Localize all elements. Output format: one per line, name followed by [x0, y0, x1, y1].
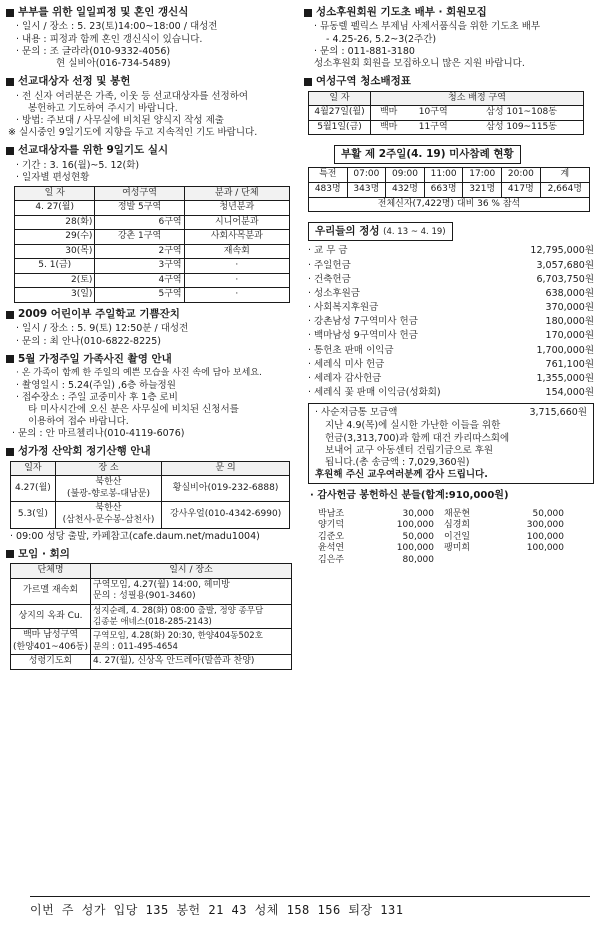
offering-row: · 교 무 금 12,795,000원: [308, 245, 594, 257]
right-column: [304, 6, 594, 572]
info-line: 이용하여 접수 바랍니다.: [28, 416, 129, 428]
info-line: · 내용 : 피정과 함께 혼인 갱신식이 있습니다.: [16, 33, 203, 45]
section-title: · 감사헌금 봉헌하신 분들(합계:910,000원): [310, 490, 509, 502]
table-row: 4.27(월) 북한산 (불광-향로봉-대남문) 황실비아(019-232-6888): [11, 476, 290, 502]
vocation-support-section: [304, 6, 594, 70]
offerings-section: [304, 220, 594, 484]
bullet-square-icon: [6, 355, 14, 363]
table-row: 3(일) 5구역 ·: [15, 288, 290, 303]
info-line: · 기간 : 3. 16(월)~5. 12(화): [16, 159, 140, 171]
offering-row: · 사회복지후원금 370,000원: [308, 302, 594, 314]
table-row: 28(화) 6구역 시니어분과: [15, 215, 290, 230]
offering-row: · 강촌남성 7구역미사 헌금 180,000원: [308, 316, 594, 328]
left-column: [6, 6, 296, 675]
info-line: · 일시 / 장소 : 5. 9(토) 12:50분 / 대성전: [16, 323, 189, 335]
info-line: · 온 가족이 함께 한 주일의 예쁜 모습을 사진 속에 담아 보세요.: [16, 368, 262, 379]
info-line: - 4.25-26, 5.2~3(2주간): [326, 33, 437, 45]
table-row: 5월1일(금) 백마 11구역 삼성 109~115동: [309, 120, 584, 135]
offering-row: · 성소후원금 638,000원: [308, 287, 594, 299]
offering-row: · 세레자 감사헌금 1,355,000원: [308, 372, 594, 384]
hiking-table: 일자 장 소 문 의 4.27(월) 북한산 (불광-향로봉-대남문) 황실비아(019-232-6888) 5.3(일) 북한산 (삼천사-문수봉-삼천사) 강사우얼(010-4342-6990): [10, 461, 290, 529]
offering-row: · 통헌초 판매 이익금 1,700,000원: [308, 344, 594, 356]
section-title: 성소후원회원 기도초 배부 · 회원모집: [316, 6, 487, 18]
bullet-square-icon: [304, 78, 312, 86]
section-title: 5월 가정주일 가족사진 촬영 안내: [18, 352, 172, 365]
novena-section: [6, 144, 296, 303]
thanks-offering-section: [304, 490, 594, 566]
table-row: 30(목) 2구역 재속회: [15, 244, 290, 259]
bullet-square-icon: [6, 78, 14, 86]
info-line: · 문의 : 조 글라라(010-9332-4056): [16, 45, 171, 57]
table-row: 2(토) 4구역 ·: [15, 273, 290, 288]
section-title: 부활 제 2주일(4. 19) 미사참례 현황: [334, 145, 521, 164]
table-row: 백마 남성구역 (한양401~406동) 구역모임, 4.28(화) 20:30, 한양404동502호 문의 : 011-495-4654: [11, 629, 292, 655]
bullet-square-icon: [6, 9, 14, 17]
info-line: · 일시 / 장소 : 5. 23(토)14:00~18:00 / 대성전: [16, 21, 218, 33]
offering-row: · 세레식 미사 헌금 761,100원: [308, 358, 594, 370]
table-row: 상지의 옥좌 Cu. 성지순례, 4. 28(화) 08:00 출발, 정양 종무담 김종분 애네스(018-285-2143): [11, 604, 292, 629]
mass-attendance-section: [304, 143, 594, 212]
info-line: · 일자별 편성현황: [16, 171, 90, 183]
bullet-square-icon: [304, 9, 312, 17]
table-row: 5. 1(금) 3구역 ·: [15, 259, 290, 274]
offering-row: · 주일헌금 3,057,680원: [308, 259, 594, 271]
table-row: 5.3(일) 북한산 (삼천사-문수봉-삼천사) 강사우얼(010-4342-6990): [11, 502, 290, 528]
donor-list: 박남조 30,000 채문현 50,000 양기덕 100,000 심경희 300,000 김준오 50,000 이건일 100,000 윤석연 100,000 팽미희 100,000 김은주 80,000: [318, 508, 564, 565]
cleaning-section: [304, 75, 594, 135]
info-line: · 09:00 성당 출발, 카페참고(cafe.daum.net/madu1004): [10, 530, 260, 542]
mission-target-section: [6, 75, 296, 139]
info-line: 현 실비아(016-734-5489): [56, 57, 171, 69]
info-line: ※ 실시중인 9일기도에 지향을 두고 지속적인 기도 바랍니다.: [8, 126, 258, 138]
offering-row: · 건축헌금 6,703,750원: [308, 273, 594, 285]
info-line: · 문의 : 최 안나(010-6822-8225): [16, 335, 161, 347]
table-row: 4. 27(월) 정발 5구역 청년분과: [15, 201, 290, 216]
offering-row: · 백마남성 9구역미사 헌금 170,000원: [308, 330, 594, 342]
meetings-section: [6, 548, 296, 670]
sunday-school-section: [6, 308, 296, 348]
table-row: 성령기도회 4. 27(월), 신상옥 안드레아(말씀과 찬양): [11, 655, 292, 670]
section-title: 우리들의 정성 (4. 13 ~ 4. 19): [308, 222, 453, 241]
section-title: 여성구역 청소배정표: [316, 75, 411, 88]
hiking-club-section: [6, 445, 296, 542]
cleaning-table: 일 자 청소 배정 구역 4월27일(월) 백마 10구역 삼성 101~108동 5월1일(금) 백마 11구역 삼성 109~115동: [308, 91, 584, 136]
couples-retreat-section: [6, 6, 296, 70]
section-title: 모임 · 회의: [18, 547, 70, 560]
bullet-square-icon: [6, 448, 14, 456]
table-row: 전체신자(7,422명) 대비 36 % 참석: [309, 197, 590, 212]
attendance-table: 특전 07:00 09:00 11:00 17:00 20:00 계 483명 343명 432명 663명 321명 417명 2,664명 전체신자(7,422명) 대비 36 % 참석: [308, 167, 590, 212]
table-row: 483명 343명 432명 663명 321명 417명 2,664명: [309, 183, 590, 198]
info-line: · 접수장소 : 주일 교중미사 후 1층 로비: [16, 391, 178, 403]
info-line: 봉헌하고 기도하여 주시기 바랍니다.: [28, 102, 178, 114]
bullet-square-icon: [6, 311, 14, 319]
family-photo-section: [6, 353, 296, 441]
section-title: 부부를 위한 일일피정 및 혼인 갱신식: [18, 6, 189, 18]
novena-schedule-table: 일 자 여성구역 분과 / 단체 4. 27(월) 정발 5구역 청년분과 28(화) 6구역 시니어분과 29(수) 강촌 1구역 사회사목분과 30(목) 2구역 재속회 5. 1(금) 3구역 · 2(토) 4구역 · 3(일) 5구역 ·: [14, 186, 290, 303]
lent-savings-box: · 사순저금통 모금액 3,715,660원 지난 4.9(목)에 실시한 가난한 이들을 위한 헌금(3,313,700)과 함께 대건 카리따스회에 보내어 교구 아동센터 건립기금으로 후원 됩니다.(총 송금액 : 7,029,360원) 후원해 주신 교우여러분께 감사 드립니다.: [308, 403, 594, 484]
meetings-table: 단체명 일시 / 장소 가르멜 재속회 구역모임, 4.27(월) 14:00, 헤미방 문의 : 성필용(901-3460) 상지의 옥좌 Cu. 성지순례, 4. 28(화) 08:00 출발, 정양 종무담 김종분 애네스(018-285-2143) 백마 남성구역 (한양401~406동) 구역모임, 4.28(화) 20:30, 한양404동502호 문의 : 011-495-4654 성령기도회 4. 27(월), 신상옥 안드레아(말씀과 찬양): [10, 563, 292, 670]
info-line: 성소후원회 회원을 모집하오니 많은 지원 바랍니다.: [314, 57, 525, 69]
bullet-square-icon: [6, 550, 14, 558]
info-line: · 촬영일시 : 5.24(주일) ,6층 하늘정원: [16, 379, 176, 391]
section-title: 성가정 산악회 정기산행 안내: [18, 445, 151, 458]
bullet-square-icon: [6, 147, 14, 155]
section-title: 2009 어린이부 주일학교 기쁨잔치: [18, 308, 180, 320]
info-line: · 전 신자 여러분은 가족, 이웃 등 선교대상자를 선정하여: [16, 90, 249, 102]
table-row: 4월27일(월) 백마 10구역 삼성 101~108동: [309, 106, 584, 121]
section-title: 선교대상자 선정 및 봉헌: [18, 75, 131, 88]
table-row: 29(수) 강촌 1구역 사회사목분과: [15, 230, 290, 245]
info-line: · 뮤동렐 펠릭스 부제님 사제서품식을 위한 기도초 배부: [314, 21, 541, 33]
info-line: · 문의 : 안 마르첼리나(010-4119-6076): [12, 428, 185, 440]
info-line: 타 미사시간에 오신 분은 사무실에 비치된 신청서를: [28, 404, 239, 416]
info-line: · 방법: 주보대 / 사무실에 비치된 양식지 작성 제출: [16, 114, 224, 126]
hymn-footer: 이번 주 성가 입당 135 봉헌 21 43 성체 158 156 퇴장 131: [30, 896, 590, 918]
info-line: · 문의 : 011-881-3180: [314, 45, 415, 57]
section-title: 선교대상자를 위한 9일기도 실시: [18, 144, 169, 157]
offering-row: · 세레식 꽃 판매 이익금(성화회) 154,000원: [308, 387, 594, 399]
table-row: 가르멜 재속회 구역모임, 4.27(월) 14:00, 헤미방 문의 : 성필용(901-3460): [11, 578, 292, 604]
